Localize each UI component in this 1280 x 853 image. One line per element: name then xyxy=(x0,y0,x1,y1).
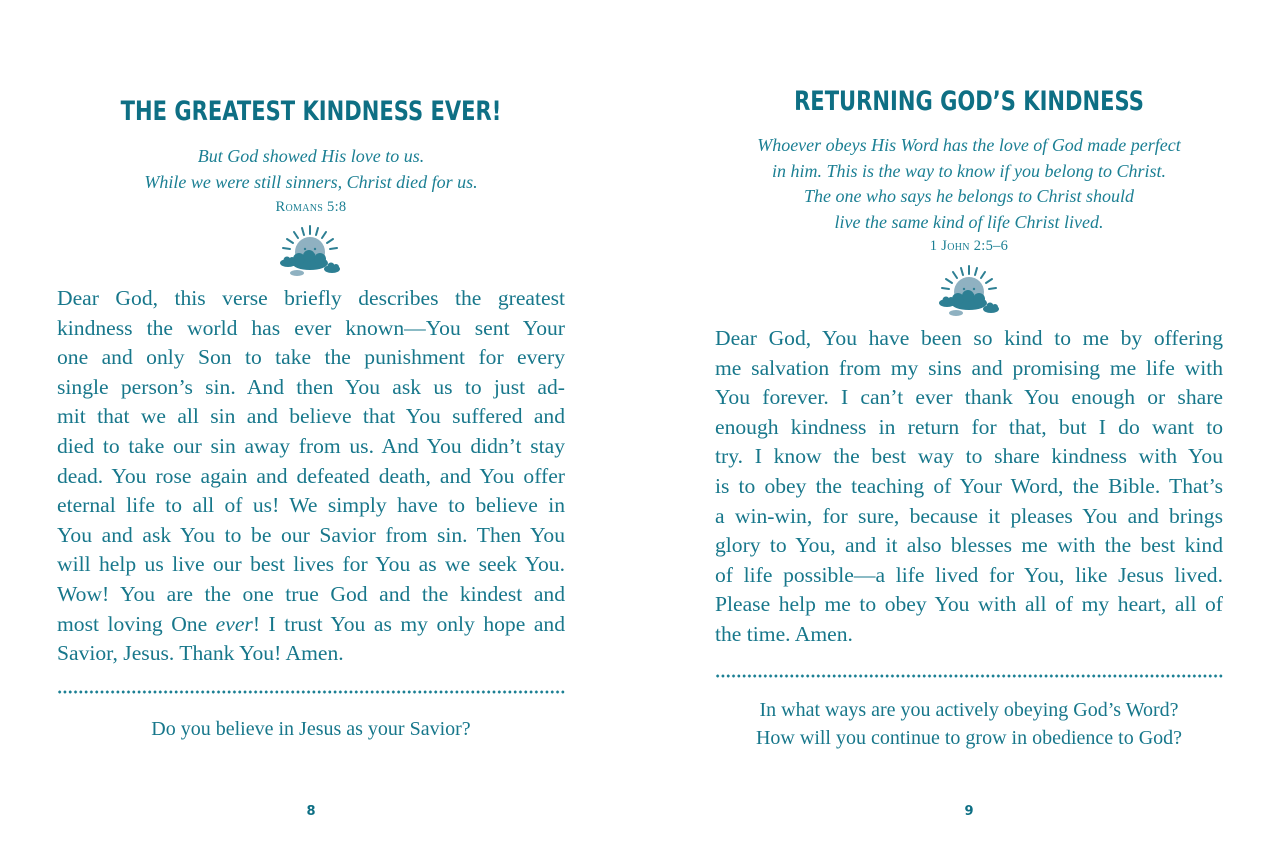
question-line: How will you continue to grow in obedience to God? xyxy=(755,727,1183,749)
prayer-line xyxy=(57,610,565,640)
prayer-line: Dear God, You have been so kind to me by offering xyxy=(715,326,1223,350)
prayer-line: will help us live our best lives for You as we seek You. xyxy=(57,552,565,577)
prayer-line: kindness the world has ever known—You sent Your xyxy=(57,315,565,340)
question-line: In what ways are you actively obeying God’s Word? xyxy=(759,699,1179,721)
page-title: THE GREATEST KINDNESS EVER! xyxy=(120,96,502,127)
prayer-line: Savior, Jesus. Thank You! Amen. xyxy=(57,641,344,666)
page-number: 9 xyxy=(964,804,974,819)
prayer-line: try. I know the best way to share kindness with You xyxy=(715,444,1223,469)
prayer-line: Dear God, this verse briefly describes the greatest xyxy=(57,286,565,310)
prayer-line: mit that we all sin and believe that You suffered and xyxy=(57,404,565,429)
emphasized-word: ever xyxy=(215,611,253,636)
prayer-line: the time. Amen. xyxy=(715,621,853,646)
verse-line: in him. This is the way to know if you belong to Christ. xyxy=(771,160,1166,181)
page-number: 8 xyxy=(306,804,316,819)
sun-cloud-icon xyxy=(934,262,1004,318)
verse-line: The one who says he belongs to Christ should xyxy=(803,186,1134,206)
prayer-line: me salvation from my sins and promising me life with xyxy=(715,355,1223,380)
verse-line: But God showed His love to us. xyxy=(197,146,425,166)
sun-cloud-icon xyxy=(275,222,345,278)
dotted-divider xyxy=(715,674,1223,678)
prayer-text-segment: ! I trust You as my only hope and xyxy=(252,611,565,636)
left-page xyxy=(57,0,565,853)
prayer-line: one and only Son to take the punishment for every xyxy=(57,345,565,370)
prayer-line: Please help me to obey You with all of my heart, all of xyxy=(715,592,1223,617)
prayer-line: You forever. I can’t ever thank You enough or share xyxy=(715,385,1223,410)
prayer-line: enough kindness in return for that, but I do want to xyxy=(715,414,1223,439)
page-title: RETURNING GOD’S KINDNESS xyxy=(794,86,1144,117)
prayer-line: Wow! You are the one true God and the kindest and xyxy=(57,581,565,606)
scripture-verse xyxy=(57,144,565,195)
verse-line: While we were still sinners, Christ died for us. xyxy=(144,171,478,192)
right-page xyxy=(715,0,1223,853)
prayer-line: You and ask You to be our Savior from sin. Then You xyxy=(57,522,565,547)
scripture-verse xyxy=(715,133,1223,235)
reflection-question xyxy=(715,696,1223,752)
prayer-text-segment: most loving One xyxy=(57,611,216,636)
question-line: Do you believe in Jesus as your Savior? xyxy=(151,718,471,740)
prayer-line: is to obey the teaching of Your Word, the Bible. That’s xyxy=(715,473,1223,498)
dotted-divider xyxy=(57,690,565,694)
prayer-line: of life possible—a life lived for You, like Jesus lived. xyxy=(715,562,1223,587)
reflection-question xyxy=(57,715,565,743)
scripture-reference: 1 John 2:5–6 xyxy=(929,238,1009,254)
prayer-line: died to take our sin away from us. And You didn’t stay xyxy=(57,433,565,458)
prayer-text xyxy=(715,324,1223,650)
prayer-line: glory to You, and it also blesses me with the best kind xyxy=(715,533,1223,558)
prayer-line: a win-win, for sure, because it pleases You and brings xyxy=(715,503,1223,528)
prayer-line: dead. You rose again and defeated death, and You offer xyxy=(57,463,565,488)
prayer-line: eternal life to all of us! We simply have to believe in xyxy=(57,493,565,518)
prayer-line: single person’s sin. And then You ask us to just ad- xyxy=(57,374,565,399)
prayer-text xyxy=(57,284,565,669)
verse-line: live the same kind of life Christ lived. xyxy=(834,211,1104,232)
scripture-reference: Romans 5:8 xyxy=(275,199,347,215)
verse-line: Whoever obeys His Word has the love of God made perfect xyxy=(757,135,1181,155)
